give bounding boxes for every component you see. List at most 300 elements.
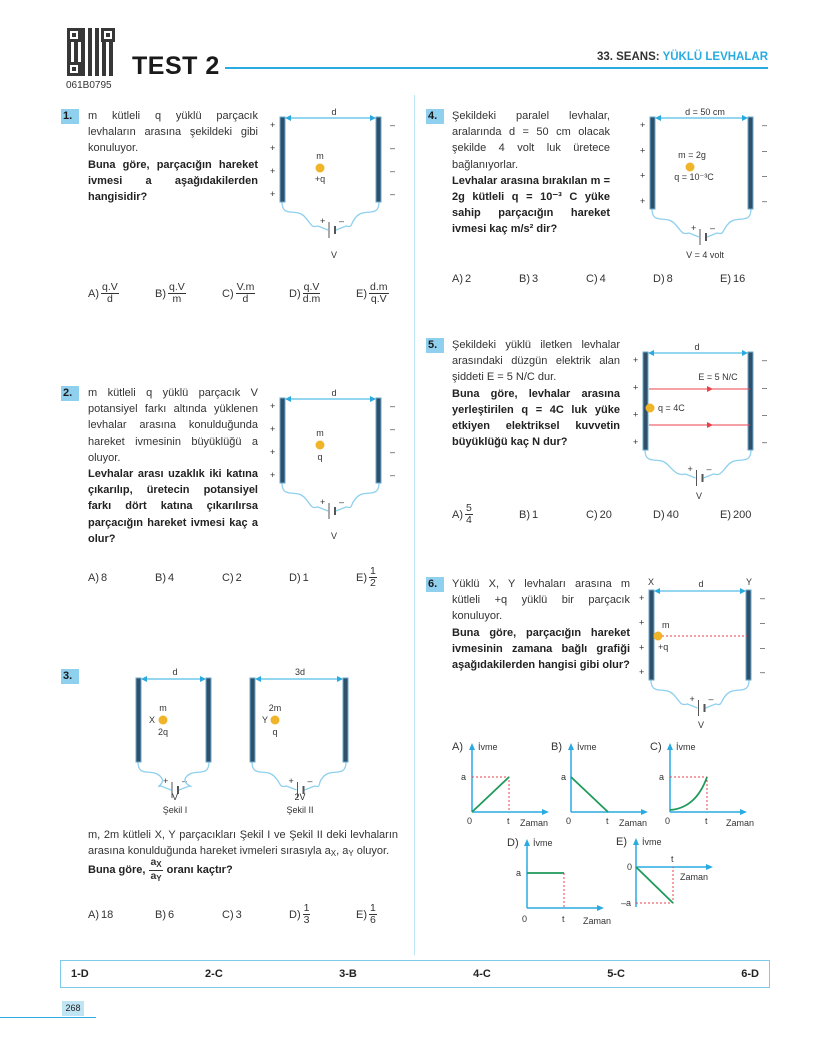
plus-sign: + [640, 145, 646, 156]
option-fraction [303, 282, 321, 305]
subscript: X [330, 849, 337, 859]
minus-sign: – [390, 166, 396, 176]
answer-option [155, 566, 222, 589]
charge-label: q = 10⁻³C [674, 172, 714, 182]
answer-key-item: 3-B [339, 968, 357, 980]
particle-name: X [148, 715, 156, 725]
origin-label: 0 [566, 816, 572, 826]
plus-sign: + [633, 355, 639, 365]
option-letter: B) [519, 273, 530, 285]
option-fraction [369, 903, 377, 926]
question-number: 1. [61, 109, 79, 124]
figure-caption: Şekil I [162, 805, 188, 815]
answer-option [356, 566, 423, 589]
mass-label: m [159, 703, 167, 713]
x-tick-label: t [705, 816, 708, 826]
question-number: 2. [61, 386, 79, 401]
answer-options [452, 503, 787, 526]
plus-sign: + [270, 447, 276, 457]
plate [206, 678, 211, 762]
option-fraction [465, 503, 473, 526]
y-tick-label: a [516, 868, 522, 878]
origin-label: 0 [522, 914, 528, 924]
x-axis-label: Zaman [520, 818, 549, 828]
question-2-text [88, 385, 258, 547]
option-letter: E) [356, 571, 367, 584]
option-letter: D) [653, 508, 665, 521]
option-value: 200 [733, 508, 752, 521]
answer-option [720, 503, 787, 526]
plus-sign: + [639, 617, 645, 628]
guide-dashes [670, 777, 707, 812]
y-tick-label: a [659, 772, 665, 782]
plus-sign: + [270, 470, 276, 480]
minus-sign: – [762, 355, 768, 365]
distance-label: d [331, 388, 337, 398]
answer-option [88, 566, 155, 589]
denominator: d.m [302, 293, 321, 305]
plate [376, 398, 381, 483]
plus-sign: + [633, 437, 639, 447]
answer-option [653, 503, 720, 526]
origin-label: 0 [467, 816, 473, 826]
answer-options [88, 282, 423, 305]
battery-plus-sign: + [689, 694, 695, 704]
numerator: 1 [370, 902, 376, 914]
question-stem: Yüklü X, Y levhaları arasına m kütleli +q yüklü bir parçacık konuluyor. [452, 578, 630, 623]
charge-label: q = 4C [658, 403, 685, 413]
question-ask: Buna göre, parçacığın hareket ivmesinin zamana bağlı grafiği aşağıdakilerden hangisi gibi olur? [452, 626, 630, 672]
answer-options [88, 566, 423, 589]
answer-key-item: 2-C [205, 968, 223, 980]
answer-option [653, 273, 720, 285]
field-label: E = 5 N/C [698, 372, 738, 382]
plate [280, 117, 285, 202]
capacitor-diagram [625, 340, 775, 505]
minus-sign: – [760, 617, 766, 628]
question-number: 3. [61, 669, 79, 684]
plus-sign: + [270, 143, 276, 153]
capacitor-diagram [632, 105, 777, 265]
option-letter: E) [356, 287, 367, 300]
ratio-numerator: a [150, 856, 157, 868]
minus-sign: – [390, 470, 396, 480]
minus-sign: – [390, 401, 396, 411]
question-stem: Şekildeki yüklü iletken levhalar arasındaki düzgün elektrik alan şiddeti E = 5 N/C dur. [452, 339, 620, 384]
battery-minus-sign: – [339, 216, 345, 226]
option-fraction [369, 282, 389, 305]
particle [316, 164, 325, 173]
option-value: 8 [666, 273, 673, 285]
option-value: 6 [168, 908, 175, 921]
denominator: 3 [303, 914, 310, 926]
answer-option [222, 566, 289, 589]
mass-label: m = 2g [678, 150, 706, 160]
distance-label: d [694, 342, 700, 352]
y-axis-label: İvme [478, 742, 498, 752]
plate [280, 398, 285, 483]
battery-plus-sign: + [288, 776, 294, 786]
x-axis-label: Zaman [726, 818, 755, 828]
option-letter: E) [720, 273, 731, 285]
distance-label: d [172, 667, 178, 677]
graph-option-c [650, 741, 754, 828]
answer-key-item: 6-D [741, 968, 759, 980]
option-fraction [303, 903, 311, 926]
distance-label: d [331, 107, 337, 117]
y-axis-label: İvme [676, 742, 696, 752]
plate [136, 678, 141, 762]
graph-curve [571, 777, 608, 812]
capacitor-diagram-figure-2 [232, 666, 372, 826]
plate [643, 352, 648, 450]
y-tick-label: –a [621, 898, 632, 908]
qr-code-label: 061B0795 [66, 80, 112, 91]
battery-plus-sign: + [691, 223, 697, 233]
option-fraction [236, 282, 256, 305]
answer-option [88, 282, 155, 305]
qr-finder [67, 28, 81, 42]
battery-minus-sign: – [307, 776, 313, 786]
voltage-label: V [171, 792, 179, 802]
particle [159, 716, 168, 725]
x-axis-label: Zaman [619, 818, 648, 828]
ask-suffix: oranı kaçtır? [166, 864, 233, 877]
option-letter: E) [616, 836, 627, 848]
battery-minus-sign: – [182, 776, 188, 786]
option-letter: A) [88, 908, 99, 921]
question-5-text [452, 337, 620, 450]
plate [650, 117, 655, 209]
plus-sign: + [633, 382, 639, 393]
x-tick-label: t [671, 854, 674, 864]
plus-sign: + [270, 189, 276, 199]
plus-sign: + [270, 401, 276, 411]
graph-options [440, 735, 780, 935]
minus-sign: – [762, 382, 768, 393]
plate [250, 678, 255, 762]
field-arrow-icon [707, 422, 713, 428]
plate [748, 117, 753, 209]
numerator: 1 [303, 902, 310, 914]
denominator: 4 [466, 514, 472, 526]
question-number: 5. [426, 338, 444, 353]
numerator: q.V [169, 281, 185, 293]
particle [646, 404, 655, 413]
answer-option [88, 903, 155, 926]
option-value: 8 [101, 571, 108, 584]
answer-option [452, 273, 519, 285]
subscript: Y [156, 874, 162, 883]
option-value: 40 [666, 508, 679, 521]
option-value: 4 [599, 273, 606, 285]
answer-option [720, 273, 787, 285]
mass-label: m [316, 428, 324, 438]
ratio-denominator: a [150, 870, 157, 882]
section-prefix: 33. SEANS: [596, 51, 660, 63]
voltage-label: V [695, 491, 703, 501]
ratio-fraction [149, 857, 162, 884]
denominator: m [172, 293, 182, 305]
question-ask: Buna göre, levhalar arasına yerleştirilen q = 4C luk yüke etkiyen elektriksel kuvvetin büyüklüğü kaç N dur? [452, 387, 620, 449]
plate [343, 678, 348, 762]
option-letter: D) [289, 287, 301, 300]
graph-curve [636, 867, 673, 903]
figure-caption: Şekil II [286, 805, 314, 815]
option-letter: D) [507, 837, 519, 849]
plus-sign: + [640, 170, 646, 181]
minus-sign: – [390, 120, 396, 130]
charge-label: +q [658, 642, 669, 652]
section-title [597, 51, 768, 63]
question-stem: oluyor. [353, 845, 390, 858]
origin-label: 0 [627, 862, 633, 872]
voltage-label: V [697, 720, 705, 730]
minus-sign: – [760, 667, 766, 677]
option-letter: D) [289, 908, 301, 921]
numerator: 5 [466, 502, 472, 514]
option-value: 16 [733, 273, 746, 285]
charge-label: +q [314, 174, 326, 184]
battery-minus-sign: – [708, 694, 714, 704]
particle [271, 716, 280, 725]
plate-y-label: Y [745, 578, 753, 587]
numerator: d.m [370, 281, 388, 293]
answer-options [88, 903, 423, 926]
minus-sign: – [390, 143, 396, 153]
option-letter: A) [452, 741, 463, 753]
option-value: 2 [235, 571, 242, 584]
option-letter: B) [519, 508, 530, 521]
qr-finder [101, 28, 115, 42]
voltage-label: V = 4 volt [686, 250, 724, 260]
graph-option-b [551, 741, 648, 828]
option-letter: A) [88, 571, 99, 584]
x-tick-label: t [606, 816, 609, 826]
question-ask: Levhalar arası uzaklık iki katına çıkarılıp, üretecin potansiyel farkı dört katına çıkarılırsa parçacığın hareket ivmesi kaç a olur? [88, 468, 258, 545]
battery-minus-sign: – [706, 464, 712, 474]
option-letter: A) [88, 287, 99, 300]
plus-sign: + [270, 166, 276, 176]
answer-option [155, 903, 222, 926]
answer-option [586, 273, 653, 285]
particle-name: Y [261, 715, 269, 725]
minus-sign: – [762, 170, 768, 181]
option-letter: A) [452, 508, 463, 521]
x-axis-label: Zaman [680, 872, 709, 882]
particle [316, 441, 325, 450]
option-fraction [168, 282, 186, 305]
footer-rule [0, 1017, 96, 1018]
answer-option [356, 903, 423, 926]
plus-sign: + [633, 409, 639, 420]
answer-option [289, 282, 356, 305]
ask-prefix: Buna göre, [88, 864, 146, 877]
graph-option-d [507, 837, 611, 926]
answer-key-item: 5-C [607, 968, 625, 980]
plate-x-label: X [647, 578, 655, 587]
minus-sign: – [390, 189, 396, 199]
question-ask: Levhalar arasına bırakılan m = 2g kütleli q = 10⁻³ C yüke sahip parçacığın hareket ivmesi kaç m/s² dir? [452, 174, 610, 236]
column-divider [414, 95, 415, 955]
distance-label: 3d [294, 667, 306, 677]
graph-option-e [616, 836, 713, 908]
numerator: V.m [236, 281, 255, 293]
plate [649, 590, 654, 680]
graph-curve [472, 777, 509, 812]
option-letter: B) [551, 741, 562, 753]
answer-option [289, 903, 356, 926]
plus-sign: + [270, 120, 276, 130]
x-axis-label: Zaman [583, 916, 612, 926]
battery-plus-sign: + [163, 776, 169, 786]
option-value: 4 [168, 571, 175, 584]
y-axis-label: İvme [642, 837, 662, 847]
answer-option [155, 282, 222, 305]
option-letter: C) [222, 287, 234, 300]
subscript: Y [348, 849, 354, 859]
option-value: 3 [235, 908, 242, 921]
answer-option [356, 282, 423, 305]
qr-code[interactable] [67, 28, 115, 76]
option-letter: C) [586, 508, 598, 521]
question-6-text [452, 576, 630, 673]
graph-axes [568, 743, 648, 815]
option-letter: C) [586, 273, 598, 285]
answer-options [452, 273, 787, 285]
option-value: 1 [302, 571, 309, 584]
capacitor-diagram-figure-1 [118, 666, 233, 826]
plus-sign: + [640, 196, 646, 206]
qr-finder [67, 62, 81, 76]
denominator: d [106, 293, 113, 305]
option-letter: A) [452, 273, 463, 285]
option-fraction [369, 566, 377, 589]
option-value: 3 [532, 273, 539, 285]
answer-option [222, 903, 289, 926]
x-tick-label: t [507, 816, 510, 826]
battery-minus-sign: – [710, 223, 716, 233]
minus-sign: – [390, 424, 396, 434]
option-value: 1 [532, 508, 539, 521]
plate [746, 590, 751, 680]
arrow-up-icon [633, 838, 639, 845]
graph-curve [670, 777, 707, 810]
mass-label: m [316, 151, 324, 161]
answer-option [519, 273, 586, 285]
denominator: q.V [370, 293, 387, 305]
option-letter: C) [222, 908, 234, 921]
capacitor-diagram [631, 578, 776, 733]
subscript: X [156, 860, 162, 869]
denominator: 2 [370, 577, 376, 589]
question-stem: m kütleli q yüklü parçacık V potansiyel farkı altında yüklenen levhalar arasına konulduğunda hareket ivmesinin büyüklüğü a oluyor. [88, 387, 258, 464]
answer-key [60, 960, 770, 988]
answer-key-item: 4-C [473, 968, 491, 980]
option-letter: B) [155, 287, 166, 300]
option-letter: D) [289, 571, 301, 584]
plus-sign: + [640, 120, 646, 130]
distance-label: d [698, 579, 704, 589]
voltage-label: V [330, 531, 338, 541]
section-topic: YÜKLÜ LEVHALAR [662, 51, 768, 63]
answer-key-item: 1-D [71, 968, 89, 980]
numerator: q.V [102, 281, 118, 293]
arrow-right-icon [706, 864, 713, 870]
mass-label: m [662, 620, 670, 630]
minus-sign: – [390, 447, 396, 457]
minus-sign: – [760, 642, 766, 653]
y-tick-label: a [461, 772, 467, 782]
voltage-label: V [330, 250, 338, 260]
question-number: 4. [426, 109, 444, 124]
minus-sign: – [760, 593, 766, 603]
option-letter: C) [650, 741, 662, 753]
numerator: q.V [303, 281, 320, 293]
plate [376, 117, 381, 202]
question-stem: Şekildeki paralel levhalar, aralarında d = 50 cm olacak şekilde 4 volt luk üretece bağlanıyorlar. [452, 110, 610, 171]
option-value: 2 [465, 273, 472, 285]
field-arrow-icon [707, 386, 713, 392]
option-value: 18 [101, 908, 114, 921]
question-stem: m, 2m kütleli X, Y parçacıkları Şekil I ve Şekil II deki levhaların arasına konulduğunda hareket ivmeleri sırasıyla a [88, 829, 398, 858]
answer-option [519, 503, 586, 526]
battery-plus-sign: + [320, 497, 326, 507]
option-letter: E) [720, 508, 731, 521]
graph-option-a [452, 741, 549, 828]
header-rule [225, 67, 768, 69]
denominator: 6 [370, 914, 376, 926]
y-axis-label: İvme [577, 742, 597, 752]
numerator: 1 [370, 565, 376, 577]
minus-sign: – [762, 120, 768, 130]
question-4-text [452, 108, 610, 238]
question-stem: m kütleli q yüklü parçacık levhaların arasına şekildeki gibi konuluyor. [88, 110, 258, 155]
distance-label: d = 50 cm [685, 107, 725, 117]
test-title: TEST 2 [132, 52, 220, 80]
option-letter: C) [222, 571, 234, 584]
particle [654, 632, 663, 641]
minus-sign: – [762, 437, 768, 447]
plus-sign: + [639, 642, 645, 653]
voltage-label: 2V [294, 792, 306, 802]
plate [748, 352, 753, 450]
option-letter: B) [155, 908, 166, 921]
plus-sign: + [270, 424, 276, 434]
plus-sign: + [639, 667, 645, 677]
option-fraction [101, 282, 119, 305]
question-number: 6. [426, 577, 444, 592]
answer-option [222, 282, 289, 305]
option-letter: D) [653, 273, 665, 285]
denominator: d [242, 293, 249, 305]
capacitor-diagram [262, 386, 402, 546]
y-tick-label: a [561, 772, 567, 782]
minus-sign: – [762, 196, 768, 206]
option-value: 20 [599, 508, 612, 521]
question-ask: Buna göre, parçacığın hareket ivmesi a aşağıdakilerden hangisidir? [88, 158, 258, 204]
particle [686, 163, 695, 172]
question-ask [88, 857, 233, 884]
question-1-text [88, 108, 258, 205]
mass-label: 2m [268, 703, 282, 713]
charge-label: q [317, 452, 323, 462]
battery-plus-sign: + [320, 216, 326, 226]
origin-label: 0 [665, 816, 671, 826]
capacitor-diagram [262, 105, 402, 265]
page-number: 268 [62, 1001, 84, 1016]
charge-label: q [272, 727, 278, 737]
